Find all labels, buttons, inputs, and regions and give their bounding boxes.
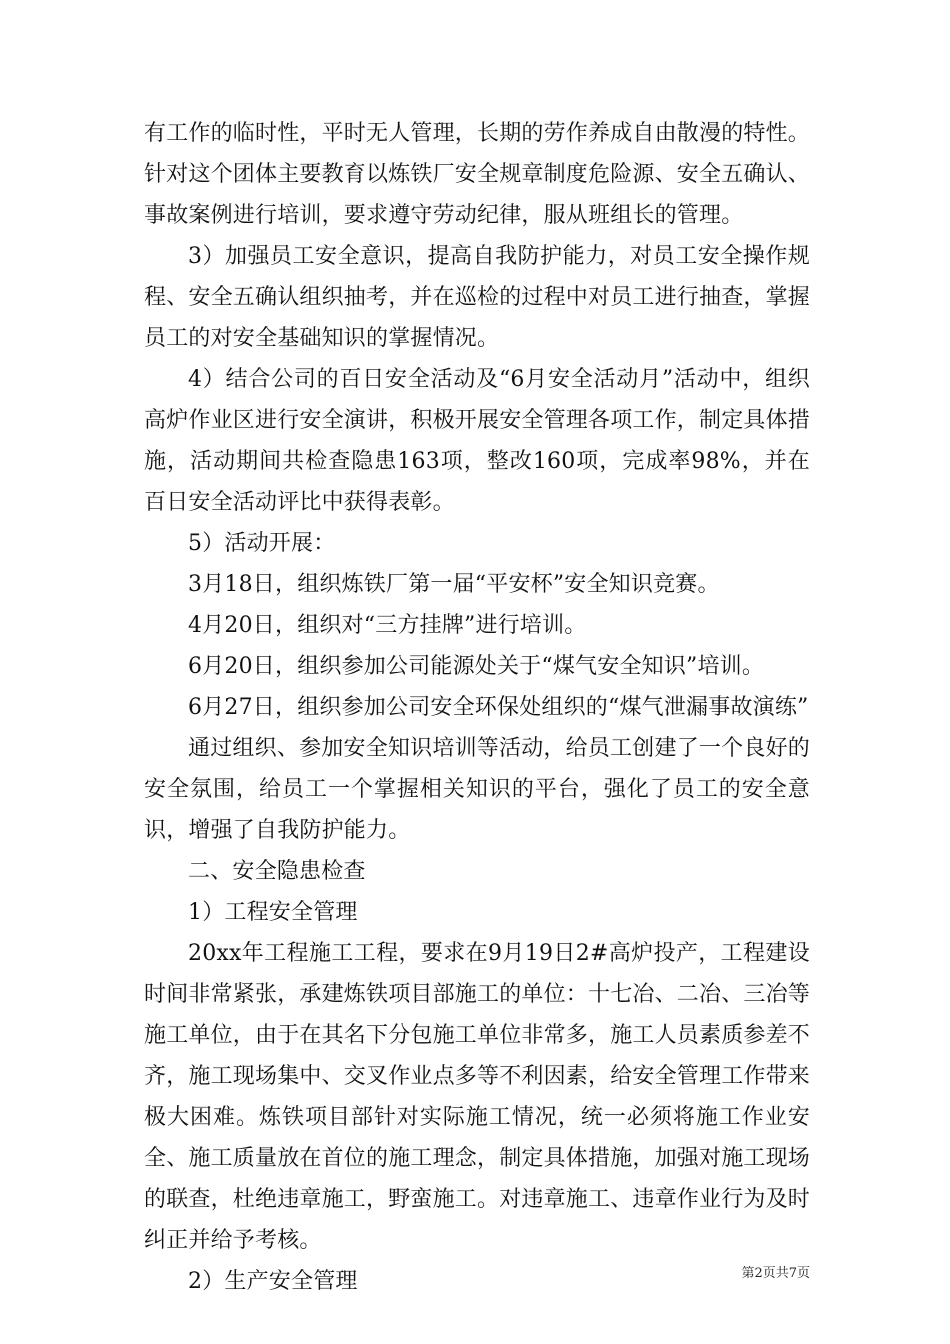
- paragraph-continuation: 有工作的临时性，平时无人管理，长期的劳作养成自由散漫的特性。针对这个团体主要教育以炼铁厂安全规章制度危险源、安全五确认、事故案例进行培训，要求遵守劳动纪律，服从班组长的管理。: [144, 121, 811, 228]
- activity-line-0420: 4月20日，组织对“三方挂牌”进行培训。: [188, 613, 587, 638]
- page-number-footer: 第2页共7页: [741, 1266, 810, 1281]
- paragraph-summary: 通过组织、参加安全知识培训等活动，给员工创建了一个良好的安全氛围，给员工一个掌握相关知识的平台，强化了员工的安全意识，增强了自我防护能力。: [144, 736, 810, 843]
- document-body: [144, 113, 810, 1302]
- subheading-production-safety: 2）生产安全管理: [188, 1269, 358, 1294]
- subheading-engineering-safety: 1）工程安全管理: [188, 900, 358, 925]
- activity-line-0627: 6月27日，组织参加公司安全环保处组织的“煤气泄漏事故演练”: [188, 695, 809, 720]
- activity-line-0318: 3月18日，组织炼铁厂第一届“平安杯”安全知识竞赛。: [188, 572, 720, 597]
- paragraph-item-5-heading: 5）活动开展：: [188, 531, 336, 556]
- paragraph-item-3: 3）加强员工安全意识，提高自我防护能力，对员工安全操作规程、安全五确认组织抽考，并在巡检的过程中对员工进行抽查，掌握员工的对安全基础知识的掌握情况。: [144, 244, 811, 351]
- paragraph-engineering-safety: 20xx年工程施工工程，要求在9月19日2#高炉投产，工程建设时间非常紧张，承建炼铁项目部施工的单位：十七冶、二冶、三冶等施工单位，由于在其名下分包施工单位非常多，施工人员素质参差不齐，施工现场集中、交叉作业点多等不利因素，给安全管理工作带来极大困难。炼铁项目部针对实际施工情况，统一必须将施工作业安全、施工质量放在首位的施工理念，制定具体措施，加强对施工现场的联查，杜绝违章施工，野蛮施工。对违章施工、违章作业行为及时纠正并给予考核。: [144, 941, 811, 1253]
- section-heading-hazard-inspection: 二、安全隐患检查: [188, 859, 366, 884]
- paragraph-item-4: 4）结合公司的百日安全活动及“6月安全活动月”活动中，组织高炉作业区进行安全演讲，积极开展安全管理各项工作，制定具体措施，活动期间共检查隐患163项，整改160项，完成率98%，并在百日安全活动评比中获得表彰。: [144, 367, 811, 515]
- activity-line-0620: 6月20日，组织参加公司能源处关于“煤气安全知识”培训。: [188, 654, 765, 679]
